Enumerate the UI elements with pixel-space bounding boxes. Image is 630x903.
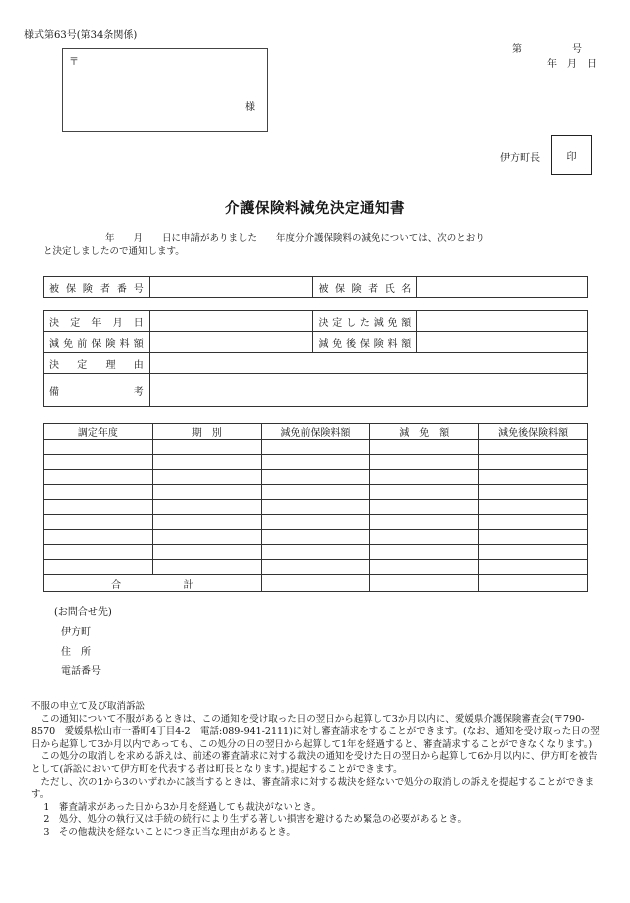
list-item: 2 処分、処分の執行又は手続の続行により生ずる著しい損害を避けるため緊急の必要があるとき。	[43, 814, 468, 826]
insured-name-value	[417, 277, 588, 298]
total-row	[44, 575, 588, 592]
appeal-paragraph-2: この処分の取消しを求める訴えは、前述の審査請求に対する裁決の通知を受けた日の翌日から起算して6か月以内に、伊方町を被告として(訴訟において伊方町を代表する者は町長となります。)提起することができます。	[31, 751, 598, 775]
breakdown-table	[43, 423, 588, 592]
contact-heading: (お問合せ先)	[54, 607, 112, 618]
col-header-period: 期 別	[152, 424, 261, 440]
decision-reason-label: 決定理由	[44, 353, 150, 374]
table-row	[44, 440, 588, 455]
form-number: 様式第63号(第34条関係)	[24, 30, 138, 41]
premium-after-label: 減免後保険料額	[313, 332, 417, 353]
table-row	[44, 500, 588, 515]
table-row	[44, 545, 588, 560]
remarks-value	[149, 374, 587, 407]
decided-reduction-label: 決定した減免額	[313, 311, 417, 332]
decision-table	[43, 310, 588, 407]
remarks-label: 備考	[44, 374, 150, 407]
seal-label: 印	[566, 151, 577, 163]
decision-date-label: 決定年月日	[44, 311, 150, 332]
table-row	[44, 485, 588, 500]
contact-town: 伊方町	[61, 627, 91, 638]
col-header-fiscal-year: 調定年度	[44, 424, 153, 440]
total-before-value	[261, 575, 370, 592]
seal-box	[551, 135, 592, 175]
total-reduction-value	[370, 575, 479, 592]
appeal-paragraph-1: この通知について不服があるときは、この通知を受け取った日の翌日から起算して3か月以内に、愛媛県介護保険審査会(〒790-8570 愛媛県松山市一番町4丁目4-2 電話:089-941-2111)に対し審査請求をすることができます。(なお、通知を受け取った日の翌日から起算して3か月以内であっても、この処分の日の翌日から起算して1年を経過すると、審査請求することができなくなります。)	[31, 713, 600, 750]
honorific-label: 様	[245, 102, 255, 113]
decision-reason-value	[149, 353, 587, 374]
appeal-paragraph-3: ただし、次の1から3のいずれかに該当するときは、審査請求に対する裁決を経ないで処分の取消しの訴えを提起することができます。	[31, 776, 595, 801]
table-row	[44, 560, 588, 575]
appeal-section	[31, 701, 607, 840]
document-title: 介護保険料減免決定通知書	[225, 200, 405, 217]
issuer-name: 伊方町長	[500, 153, 540, 164]
list-item: 3 その他裁決を経ないことにつき正当な理由があるとき。	[43, 826, 296, 838]
premium-after-value	[417, 332, 588, 353]
list-item: 1 審査請求があった日から3か月を経過しても裁決がないとき。	[43, 801, 321, 813]
total-label-right: 計	[183, 579, 194, 591]
insured-table	[43, 276, 588, 298]
total-label-left: 合	[111, 579, 122, 591]
table-row	[44, 515, 588, 530]
contact-address-label: 住 所	[61, 647, 91, 658]
issue-date: 年 月 日	[547, 59, 597, 70]
insured-number-value	[149, 277, 313, 298]
table-row	[44, 470, 588, 485]
table-row	[44, 530, 588, 545]
document-number: 第 号	[512, 44, 582, 55]
decided-reduction-value	[417, 311, 588, 332]
col-header-reduction: 減 免 額	[370, 424, 479, 440]
contact-phone-label: 電話番号	[61, 666, 101, 677]
decision-date-value	[149, 311, 313, 332]
col-header-before: 減免前保険料額	[261, 424, 370, 440]
appeal-title: 不服の申立て及び取消訴訟	[31, 701, 146, 712]
insured-number-label: 被保険者番号	[44, 277, 150, 298]
total-after-value	[479, 575, 588, 592]
premium-before-label: 減免前保険料額	[44, 332, 150, 353]
col-header-after: 減免後保険料額	[479, 424, 588, 440]
intro-text	[43, 232, 588, 258]
intro-line-1: 年 月 日に申請がありました 年度分介護保険料の減免については、次のとおり	[105, 233, 485, 244]
premium-before-value	[149, 332, 313, 353]
address-box	[62, 48, 268, 132]
intro-line-2: と決定しましたので通知します。	[43, 246, 185, 257]
postal-mark: 〒	[69, 57, 79, 68]
insured-name-label: 被保険者氏名	[313, 277, 417, 298]
table-row	[44, 455, 588, 470]
